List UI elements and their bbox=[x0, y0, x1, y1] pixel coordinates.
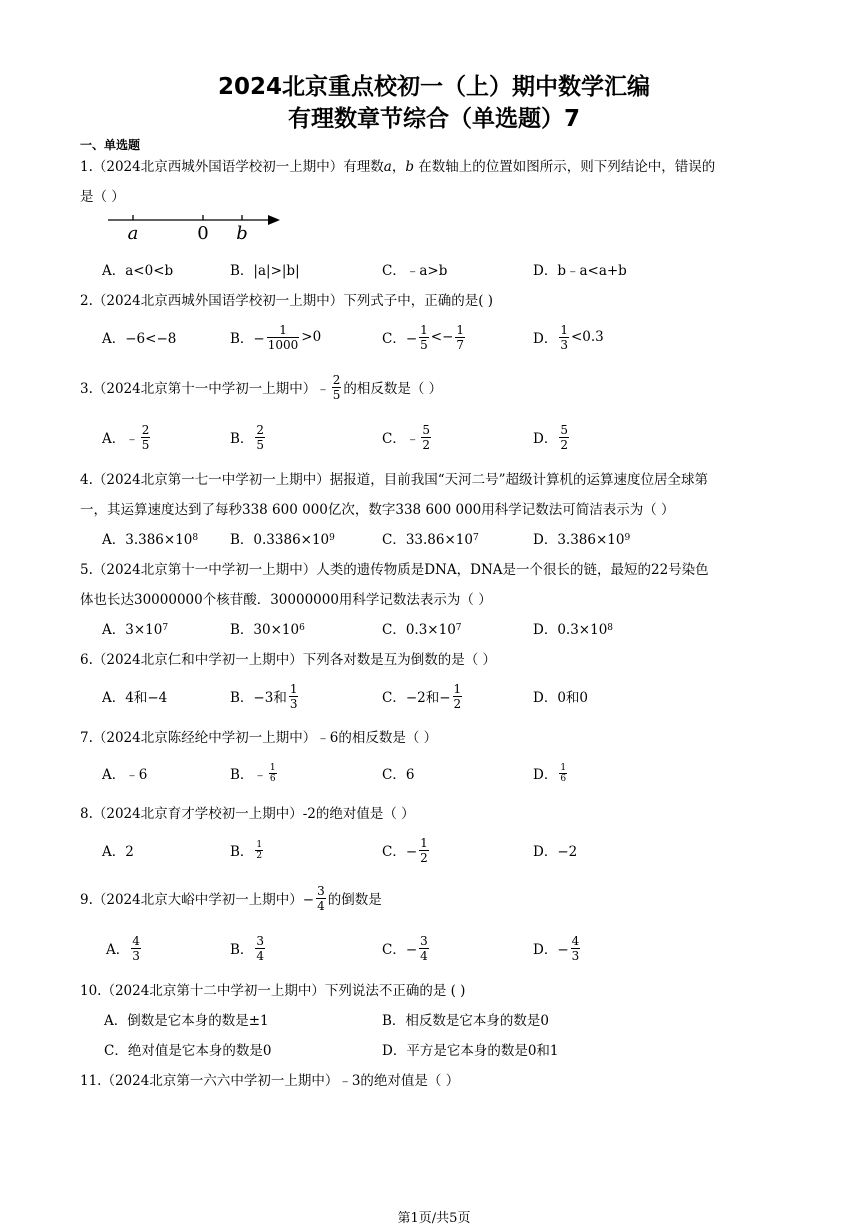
q1-option-d[interactable]: D．b﹣a<a+b bbox=[533, 263, 627, 279]
question-3-stem: 3.（2024北京第十一中学初一上期中）﹣ $\frac{2}{5}$ 的相反数是（ ） bbox=[80, 372, 443, 402]
q6-option-a[interactable]: A．4和−4 bbox=[102, 690, 168, 706]
q5-option-d[interactable]: D．0.3×10 8 bbox=[533, 622, 614, 638]
q7-option-c[interactable]: C．6 bbox=[382, 767, 415, 783]
question-11-stem: 11.（2024北京第一六六中学初一上期中）﹣3的绝对值是（ ） bbox=[80, 1073, 460, 1089]
q6-option-c[interactable]: C．−2和− $\frac{1}{2}$ bbox=[382, 681, 462, 711]
section-heading: 一、单选题 bbox=[80, 138, 141, 152]
page-title: 2024北京重点校初一（上）期中数学汇编 bbox=[217, 74, 650, 100]
q8-option-a[interactable]: A．2 bbox=[102, 844, 134, 860]
q10-option-a[interactable]: A．倒数是它本身的数是±1 bbox=[104, 1013, 269, 1029]
label-0: 0 bbox=[197, 223, 209, 244]
label-a: a bbox=[127, 223, 139, 244]
question-1-stem: 1.（2024北京西城外国语学校初一上期中）有理数a，b 在数轴上的位置如图所示，则下列结论中，错误的 bbox=[80, 159, 716, 175]
q3-option-d[interactable]: D． $\frac{5}{2}$ bbox=[533, 422, 568, 452]
question-7-stem: 7.（2024北京陈经纶中学初一上期中）﹣6的相反数是（ ） bbox=[80, 730, 438, 746]
q2-option-b[interactable]: B．− $\frac{1}{1000}$ >0 bbox=[230, 322, 322, 352]
q6-option-d[interactable]: D．0和0 bbox=[533, 690, 589, 706]
q4-option-d[interactable]: D．3.386×10 9 bbox=[533, 532, 631, 548]
q10-option-c[interactable]: C．绝对值是它本身的数是0 bbox=[104, 1043, 272, 1059]
question-8-stem: 8.（2024北京育才学校初一上期中）-2的绝对值是（ ） bbox=[80, 806, 415, 822]
page-number-footer: 第1页/共5页 bbox=[397, 1211, 471, 1226]
question-10-stem: 10.（2024北京第十二中学初一上期中）下列说法不正确的是 ( ) bbox=[80, 983, 466, 999]
q7-option-b[interactable]: B．﹣ $\frac{1}{6}$ bbox=[230, 762, 276, 784]
number-line-arrow bbox=[268, 215, 280, 225]
label-b: b bbox=[236, 223, 248, 244]
fraction: $\frac{1}{1000}$ bbox=[267, 322, 299, 352]
q3-option-a[interactable]: A．﹣ $\frac{2}{5}$ bbox=[102, 422, 150, 452]
q3-option-b[interactable]: B． $\frac{2}{5}$ bbox=[230, 422, 265, 452]
q2-option-c[interactable]: C．− $\frac{1}{5}$ <− $\frac{1}{7}$ bbox=[382, 322, 465, 352]
q4-option-c[interactable]: C．33.86×10 7 bbox=[382, 532, 479, 548]
q10-option-d[interactable]: D．平方是它本身的数是0和1 bbox=[382, 1043, 559, 1059]
q9-option-d[interactable]: D．− $\frac{4}{3}$ bbox=[533, 933, 580, 963]
q9-option-c[interactable]: C．− $\frac{3}{4}$ bbox=[382, 933, 428, 963]
q6-option-b[interactable]: B．−3和 $\frac{1}{3}$ bbox=[230, 681, 298, 711]
question-1-stem-line2: 是（ ） bbox=[80, 189, 125, 205]
q5-option-b[interactable]: B．30×10 6 bbox=[230, 622, 305, 638]
q8-option-c[interactable]: C．− $\frac{1}{2}$ bbox=[382, 835, 428, 865]
q9-option-a[interactable]: A． $\frac{4}{3}$ bbox=[106, 933, 140, 963]
page-subtitle: 有理数章节综合（单选题）7 bbox=[287, 106, 580, 132]
question-9-stem: 9.（2024北京大峪中学初一上期中）− $\frac{3}{4}$ 的倒数是 bbox=[80, 883, 382, 913]
q1-option-c[interactable]: C．﹣a>b bbox=[382, 263, 448, 279]
question-4-stem: 4.（2024北京第一七一中学初一上期中）据报道，目前我国“天河二号”超级计算机的运算速度位居全球第 bbox=[80, 472, 709, 488]
q5-option-c[interactable]: C．0.3×10 7 bbox=[382, 622, 462, 638]
q4-option-a[interactable]: A．3.386×10 8 bbox=[102, 532, 199, 548]
q1-option-a[interactable]: A．a<0<b bbox=[102, 263, 174, 279]
question-4-stem-line2: 一，其运算速度达到了每秒338 600 000亿次，数字338 600 000用科学记数法可简洁表示为（ ） bbox=[80, 502, 675, 518]
number-line-figure bbox=[106, 208, 286, 244]
question-5-stem-line2: 体也长达30000000个核苷酸．30000000用科学记数法表示为（ ） bbox=[80, 592, 492, 608]
question-6-stem: 6.（2024北京仁和中学初一上期中）下列各对数是互为倒数的是（ ） bbox=[80, 652, 497, 668]
q9-option-b[interactable]: B． $\frac{3}{4}$ bbox=[230, 933, 265, 963]
q1-option-b[interactable]: B．|a|>|b| bbox=[230, 263, 300, 279]
q4-option-b[interactable]: B．0.3386×10 9 bbox=[230, 532, 335, 548]
q8-option-d[interactable]: D．−2 bbox=[533, 844, 578, 860]
q2-option-d[interactable]: D． $\frac{1}{3}$ <0.3 bbox=[533, 322, 604, 352]
q8-option-b[interactable]: B． $\frac{1}{2}$ bbox=[230, 839, 263, 861]
q2-option-a[interactable]: A．−6<−8 bbox=[102, 331, 177, 347]
q10-option-b[interactable]: B．相反数是它本身的数是0 bbox=[382, 1013, 550, 1029]
q7-option-a[interactable]: A．﹣6 bbox=[102, 767, 148, 783]
q7-option-d[interactable]: D． $\frac{1}{6}$ bbox=[533, 762, 567, 784]
q3-option-c[interactable]: C．﹣ $\frac{5}{2}$ bbox=[382, 422, 430, 452]
q5-option-a[interactable]: A．3×10 7 bbox=[102, 622, 169, 638]
question-2-stem: 2.（2024北京西城外国语学校初一上期中）下列式子中，正确的是( ) bbox=[80, 293, 494, 309]
question-5-stem: 5.（2024北京第十一中学初一上期中）人类的遗传物质是DNA，DNA是一个很长的链，最短的22号染色 bbox=[80, 562, 709, 578]
